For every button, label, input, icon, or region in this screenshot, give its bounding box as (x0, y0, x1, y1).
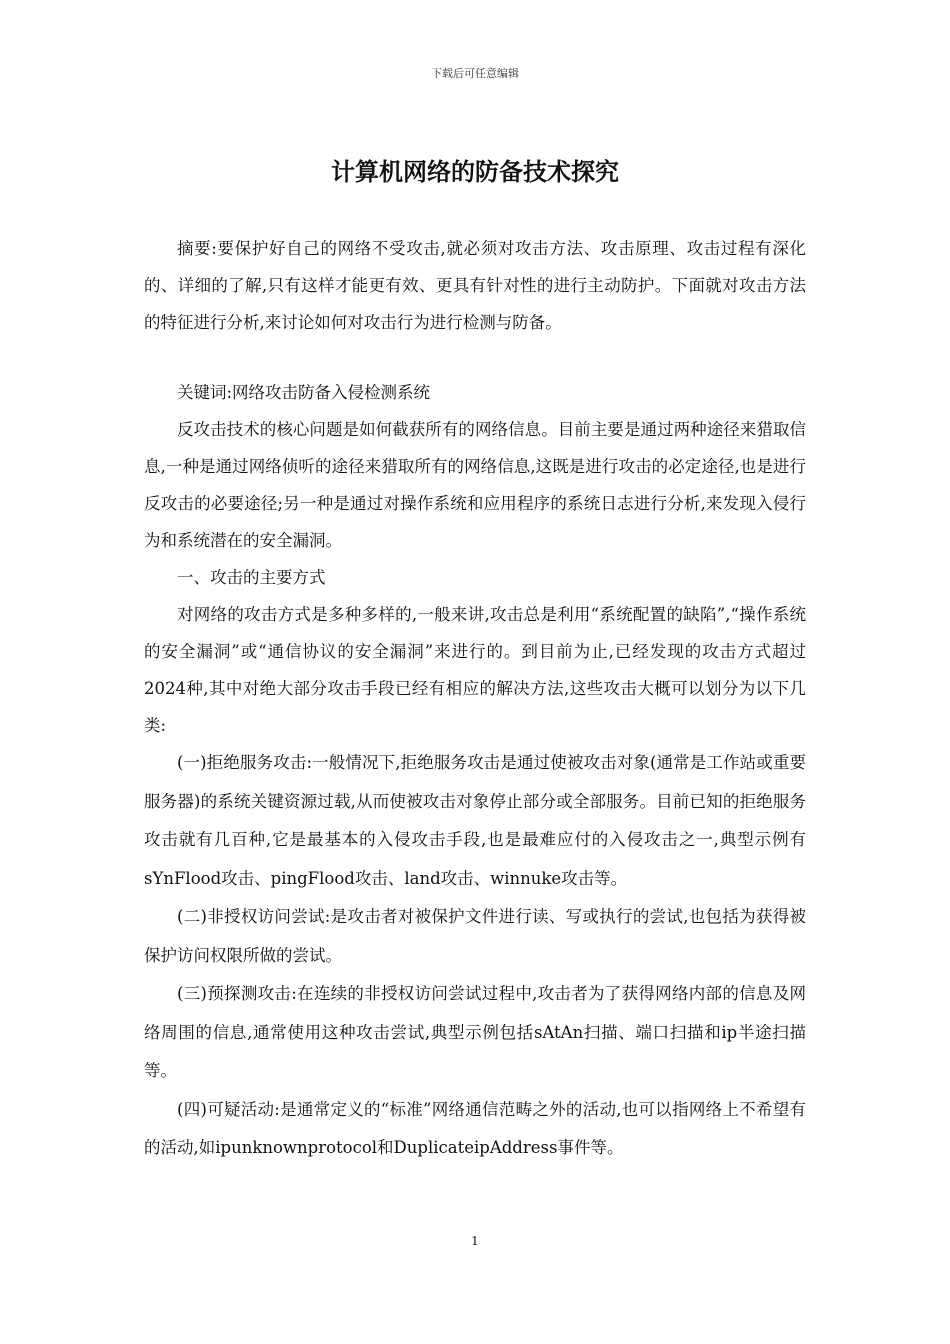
keywords-line: 关键词:网络攻击防备入侵检测系统 (177, 383, 431, 402)
body-paragraph-unauthorized-access: (二)非授权访问尝试:是攻击者对被保护文件进行读、写或执行的尝试,也包括为获得被保护访问权限所做的尝试。 (144, 907, 806, 965)
document-body (144, 230, 806, 1168)
body-paragraph-intro: 反攻击技术的核心问题是如何截获所有的网络信息。目前主要是通过两种途径来猎取信息,一种是通过网络侦听的途径来猎取所有的网络信息,这既是进行攻击的必定途径,也是进行反攻击的必要途径;另一种是通过对操作系统和应用程序的系统日志进行分析,来发现入侵行为和系统潜在的安全漏洞。 (144, 420, 806, 550)
page-number: 1 (471, 1234, 479, 1248)
abstract-paragraph: 摘要:要保护好自己的网络不受攻击,就必须对攻击方法、攻击原理、攻击过程有深化的、详细的了解,只有这样才能更有效、更具有针对性的进行主动防护。下面就对攻击方法的特征进行分析,来讨论如何对攻击行为进行检测与防备。 (144, 239, 806, 332)
body-paragraph-dos-attack: (一)拒绝服务攻击:一般情况下,拒绝服务攻击是通过使被攻击对象(通常是工作站或重要服务器)的系统关键资源过载,从而使被攻击对象停止部分或全部服务。目前已知的拒绝服务攻击就有几百种,它是最基本的入侵攻击手段,也是最难应付的入侵攻击之一,典型示例有sYnFlood攻击、pingFlood攻击、land攻击、winnuke攻击等。 (144, 753, 806, 888)
page-header-note: 下载后可任意编辑 (431, 67, 519, 80)
body-paragraph-probe-attack: (三)预探测攻击:在连续的非授权访问尝试过程中,攻击者为了获得网络内部的信息及网络周围的信息,通常使用这种攻击尝试,典型示例包括sAtAn扫描、端口扫描和ip半途扫描等。 (144, 984, 806, 1080)
body-paragraph-suspicious-activity: (四)可疑活动:是通常定义的“标准”网络通信范畴之外的活动,也可以指网络上不希望有的活动,如ipunknownprotocol和DuplicateipAddress事件等。 (144, 1099, 806, 1157)
section-heading-attack-methods: 一、攻击的主要方式 (177, 568, 326, 587)
document-title: 计算机网络的防备技术探究 (331, 158, 619, 186)
body-paragraph-attack-overview: 对网络的攻击方式是多种多样的,一般来讲,攻击总是利用“系统配置的缺陷”,“操作系统的安全漏洞”或“通信协议的安全漏洞”来进行的。到目前为止,已经发现的攻击方式超过2024种,其中对绝大部分攻击手段已经有相应的解决方法,这些攻击大概可以划分为以下几类: (144, 605, 806, 735)
